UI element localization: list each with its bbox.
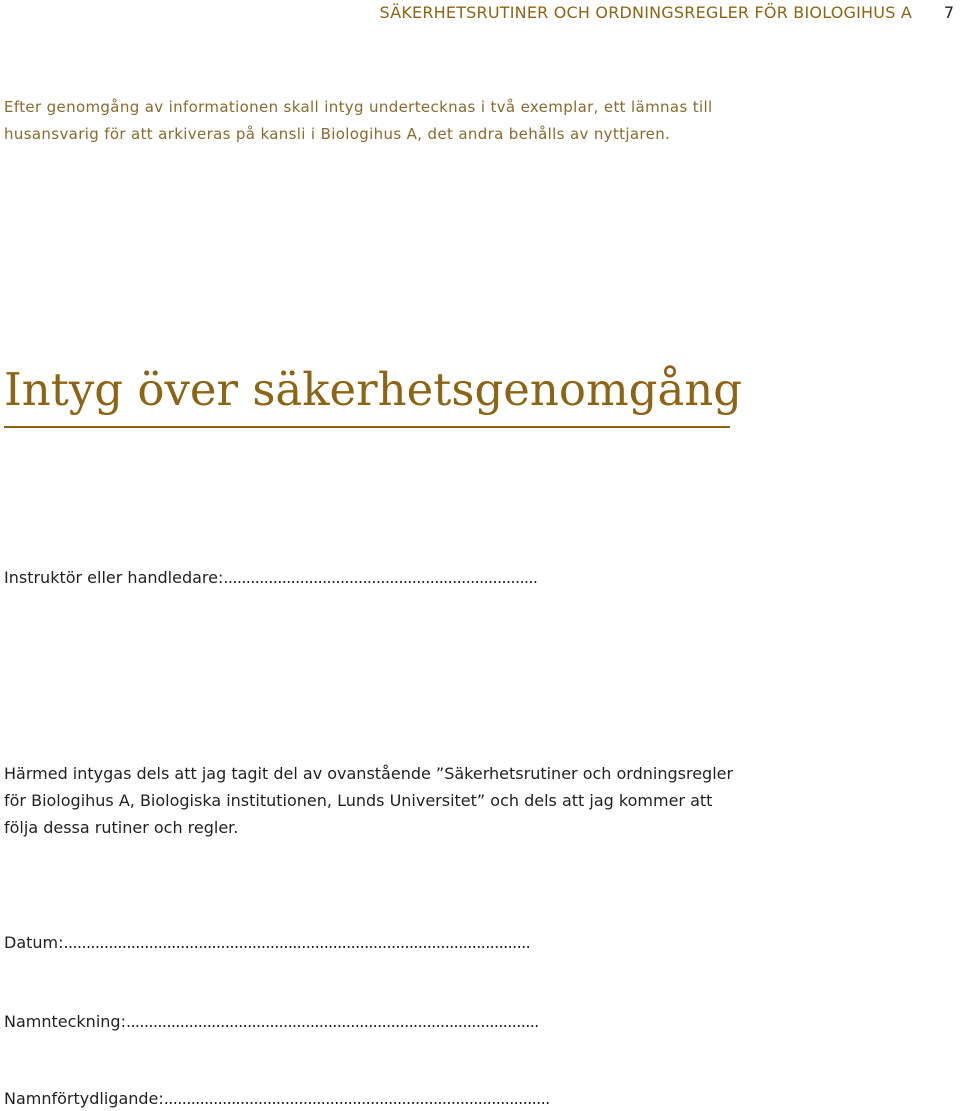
date-label: Datum: (4, 933, 64, 952)
name-clarification-label: Namnförtydligande: (4, 1089, 164, 1108)
title-underline (4, 426, 730, 428)
instructor-label: Instruktör eller handledare: (4, 568, 224, 587)
instructor-field (4, 568, 537, 587)
page-number: 7 (943, 3, 954, 22)
intro-paragraph: Efter genomgång av informationen skall intyg undertecknas i två exemplar, ett lämnas till husansvarig för att arkiveras på kansli i Biologihus A, det andra behålls av nyttjaren. (4, 98, 713, 143)
page-header (0, 0, 960, 28)
signature-dotted-line: ............................................................................................ (125, 1012, 539, 1031)
signature-label: Namnteckning: (4, 1012, 126, 1031)
date-dotted-line: ........................................................................................................ (63, 933, 531, 952)
date-field (4, 933, 530, 952)
instructor-dotted-line: ...................................................................... (223, 568, 538, 587)
running-header-title: SÄKERHETSRUTINER OCH ORDNINGSREGLER FÖR BIOLOGIHUS A (379, 3, 912, 22)
name-clarification-dotted-line: ...................................................................................... (163, 1089, 550, 1108)
declaration-paragraph: Härmed intygas dels att jag tagit del av ovanstående ”Säkerhetsrutiner och ordningsregler för Biologihus A, Biologiska institutionen, Lunds Universitet” och dels att jag kommer att följa dessa rutiner och regler. (4, 764, 734, 837)
name-clarification-field (4, 1089, 550, 1108)
signature-field (4, 1012, 539, 1031)
certificate-title: Intyg över säkerhetsgenomgång (4, 363, 743, 416)
